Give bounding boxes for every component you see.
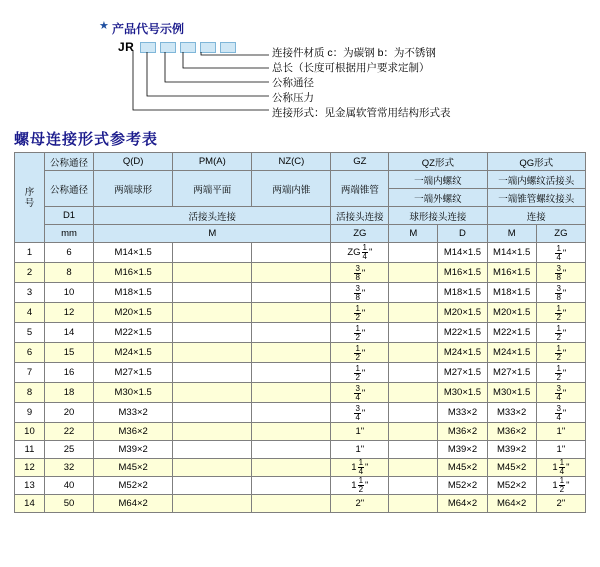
header-group-code-2: NZ(C) <box>252 153 331 171</box>
header-group-sub-3: 活接头连接 <box>331 207 389 225</box>
cell-pm <box>173 243 252 263</box>
cell-pm <box>173 441 252 459</box>
cell-gz: 2" <box>331 495 389 513</box>
table-row <box>15 477 586 495</box>
cell-dn: 16 <box>44 363 93 383</box>
cell-pm <box>173 263 252 283</box>
cell-nz <box>252 323 331 343</box>
header-group-desc-4a: 一端内螺纹 <box>389 171 487 189</box>
cell-q: M22×1.5 <box>94 323 173 343</box>
cell-q: M64×2 <box>94 495 173 513</box>
cell-dn: 22 <box>44 423 93 441</box>
cell-qg-zg: $\frac{1}{2}$ " <box>536 363 585 383</box>
cell-qz-m <box>389 323 438 343</box>
cell-seq: 8 <box>15 383 45 403</box>
header-group-desc-1: 两端平面 <box>173 171 252 207</box>
cell-qg-zg: $\frac{3}{8}$ " <box>536 263 585 283</box>
cell-qg-m: M18×1.5 <box>487 283 536 303</box>
cell-gz: $\frac{1}{2}$ " <box>331 303 389 323</box>
legend-item-length: 总长（长度可根据用户要求定制） <box>272 62 430 74</box>
cell-seq: 3 <box>15 283 45 303</box>
cell-qz-d: M36×2 <box>438 423 487 441</box>
cell-q: M18×1.5 <box>94 283 173 303</box>
cell-nz <box>252 477 331 495</box>
header-dn-label: 公称通径 <box>44 153 93 171</box>
cell-gz: $\frac{1}{2}$ " <box>331 343 389 363</box>
cell-qz-m <box>389 283 438 303</box>
cell-qz-m <box>389 477 438 495</box>
table-row <box>15 495 586 513</box>
cell-pm <box>173 323 252 343</box>
cell-qg-m: M16×1.5 <box>487 263 536 283</box>
header-dn-rowspan: 公称通径 <box>44 171 93 207</box>
cell-qg-zg: $\frac{1}{2}$ " <box>536 323 585 343</box>
header-unit-4a: M <box>389 225 438 243</box>
cell-qz-m <box>389 403 438 423</box>
cell-nz <box>252 343 331 363</box>
product-code-diagram <box>0 0 600 128</box>
header-unit-3: ZG <box>331 225 389 243</box>
cell-qg-m: M52×2 <box>487 477 536 495</box>
cell-qz-d: M22×1.5 <box>438 323 487 343</box>
cell-qg-m: M45×2 <box>487 459 536 477</box>
cell-gz: 1 $\frac{1}{4}$ " <box>331 459 389 477</box>
header-group-code-0: Q(D) <box>94 153 173 171</box>
cell-gz: $\frac{3}{4}$ " <box>331 403 389 423</box>
cell-pm <box>173 459 252 477</box>
cell-seq: 5 <box>15 323 45 343</box>
cell-dn: 40 <box>44 477 93 495</box>
table-row <box>15 303 586 323</box>
cell-seq: 13 <box>15 477 45 495</box>
cell-qg-zg: $\frac{1}{2}$ " <box>536 343 585 363</box>
cell-pm <box>173 303 252 323</box>
cell-pm <box>173 383 252 403</box>
legend-item-nominal-pressure: 公称压力 <box>272 92 314 104</box>
cell-seq: 6 <box>15 343 45 363</box>
cell-qz-d: M64×2 <box>438 495 487 513</box>
header-group-sub-4: 球形接头连接 <box>389 207 487 225</box>
table-row <box>15 459 586 477</box>
cell-q: M16×1.5 <box>94 263 173 283</box>
cell-qg-zg: $\frac{3}{4}$ " <box>536 383 585 403</box>
cell-seq: 1 <box>15 243 45 263</box>
cell-gz: 1 $\frac{1}{2}$ " <box>331 477 389 495</box>
cell-qg-zg: $\frac{3}{8}$ " <box>536 283 585 303</box>
header-seq: 序 号 <box>15 153 45 243</box>
cell-qz-d: M33×2 <box>438 403 487 423</box>
cell-gz: 1" <box>331 441 389 459</box>
cell-qz-d: M16×1.5 <box>438 263 487 283</box>
diagram-title: 产品代号示例 <box>112 22 185 36</box>
table-row <box>15 403 586 423</box>
cell-nz <box>252 403 331 423</box>
legend-item-material: 连接件材质 c：为碳钢 b：为不锈钢 <box>272 47 436 59</box>
cell-seq: 11 <box>15 441 45 459</box>
cell-qz-d: M52×2 <box>438 477 487 495</box>
cell-seq: 12 <box>15 459 45 477</box>
cell-qg-zg: 1" <box>536 441 585 459</box>
cell-gz: $\frac{1}{2}$ " <box>331 363 389 383</box>
cell-q: M20×1.5 <box>94 303 173 323</box>
header-group-sub-5: 连接 <box>487 207 585 225</box>
cell-pm <box>173 477 252 495</box>
cell-qz-m <box>389 459 438 477</box>
table-row <box>15 283 586 303</box>
header-group-desc-0: 两端球形 <box>94 171 173 207</box>
cell-nz <box>252 459 331 477</box>
cell-qg-m: M27×1.5 <box>487 363 536 383</box>
header-unit-5a: M <box>487 225 536 243</box>
cell-qz-d: M27×1.5 <box>438 363 487 383</box>
cell-q: M24×1.5 <box>94 343 173 363</box>
cell-qz-m <box>389 441 438 459</box>
cell-gz: 1" <box>331 423 389 441</box>
cell-qz-m <box>389 343 438 363</box>
cell-qz-m <box>389 383 438 403</box>
header-dn-sub: D1 <box>44 207 93 225</box>
cell-dn: 14 <box>44 323 93 343</box>
cell-gz: $\frac{3}{4}$ " <box>331 383 389 403</box>
header-group-sub-0: 活接头连接 <box>94 207 331 225</box>
cell-qg-zg: 2" <box>536 495 585 513</box>
cell-nz <box>252 243 331 263</box>
cell-seq: 4 <box>15 303 45 323</box>
cell-qg-zg: 1 $\frac{1}{2}$ " <box>536 477 585 495</box>
header-unit-0: M <box>94 225 331 243</box>
cell-dn: 50 <box>44 495 93 513</box>
cell-pm <box>173 403 252 423</box>
cell-qz-d: M14×1.5 <box>438 243 487 263</box>
cell-nz <box>252 495 331 513</box>
header-group-code-4: QZ形式 <box>389 153 487 171</box>
cell-gz: $\frac{3}{8}$ " <box>331 263 389 283</box>
header-unit-4b: D <box>438 225 487 243</box>
header-group-desc-5b: 一端锥管螺纹接头 <box>487 189 585 207</box>
header-group-desc-2: 两端内锥 <box>252 171 331 207</box>
header-unit-5b: ZG <box>536 225 585 243</box>
cell-q: M30×1.5 <box>94 383 173 403</box>
table-row <box>15 441 586 459</box>
legend-item-nominal-diameter: 公称通径 <box>272 77 314 89</box>
cell-seq: 9 <box>15 403 45 423</box>
cell-nz <box>252 441 331 459</box>
cell-dn: 25 <box>44 441 93 459</box>
cell-qz-d: M18×1.5 <box>438 283 487 303</box>
cell-pm <box>173 343 252 363</box>
cell-gz: $\frac{3}{8}$ " <box>331 283 389 303</box>
cell-pm <box>173 423 252 441</box>
cell-qg-zg: $\frac{3}{4}$ " <box>536 403 585 423</box>
cell-seq: 7 <box>15 363 45 383</box>
cell-qz-m <box>389 495 438 513</box>
nut-connection-table <box>14 152 586 513</box>
table-body <box>15 243 586 513</box>
table-row <box>15 363 586 383</box>
header-group-desc-3: 两端锥管 <box>331 171 389 207</box>
cell-qz-d: M20×1.5 <box>438 303 487 323</box>
cell-nz <box>252 363 331 383</box>
cell-qg-zg: 1 $\frac{1}{4}$ " <box>536 459 585 477</box>
cell-dn: 20 <box>44 403 93 423</box>
table-row <box>15 343 586 363</box>
star-icon: ★ <box>99 20 109 32</box>
header-dn-unit: mm <box>44 225 93 243</box>
cell-pm <box>173 495 252 513</box>
cell-seq: 10 <box>15 423 45 441</box>
cell-q: M33×2 <box>94 403 173 423</box>
table-row <box>15 263 586 283</box>
cell-nz <box>252 263 331 283</box>
cell-q: M52×2 <box>94 477 173 495</box>
cell-qz-d: M39×2 <box>438 441 487 459</box>
code-prefix: JR <box>118 40 135 54</box>
cell-q: M14×1.5 <box>94 243 173 263</box>
cell-q: M36×2 <box>94 423 173 441</box>
cell-seq: 14 <box>15 495 45 513</box>
cell-qg-m: M39×2 <box>487 441 536 459</box>
cell-qz-m <box>389 423 438 441</box>
cell-qz-m <box>389 303 438 323</box>
header-group-desc-4b: 一端外螺纹 <box>389 189 487 207</box>
cell-qg-m: M30×1.5 <box>487 383 536 403</box>
table-row <box>15 243 586 263</box>
cell-seq: 2 <box>15 263 45 283</box>
table-row <box>15 383 586 403</box>
cell-qz-d: M45×2 <box>438 459 487 477</box>
cell-dn: 10 <box>44 283 93 303</box>
cell-gz: $\frac{1}{2}$ " <box>331 323 389 343</box>
cell-dn: 18 <box>44 383 93 403</box>
cell-qg-m: M20×1.5 <box>487 303 536 323</box>
header-group-code-5: QG形式 <box>487 153 585 171</box>
legend-item-connection-form: 连接形式：见金属软管常用结构形式表 <box>272 107 451 119</box>
cell-nz <box>252 383 331 403</box>
cell-dn: 12 <box>44 303 93 323</box>
cell-dn: 15 <box>44 343 93 363</box>
table-row <box>15 323 586 343</box>
cell-qz-m <box>389 243 438 263</box>
cell-pm <box>173 283 252 303</box>
cell-qg-zg: 1" <box>536 423 585 441</box>
header-group-code-3: GZ <box>331 153 389 171</box>
cell-pm <box>173 363 252 383</box>
cell-qz-m <box>389 363 438 383</box>
cell-qg-m: M33×2 <box>487 403 536 423</box>
cell-qz-m <box>389 263 438 283</box>
cell-qg-m: M24×1.5 <box>487 343 536 363</box>
cell-qg-zg: $\frac{1}{4}$ " <box>536 243 585 263</box>
cell-dn: 32 <box>44 459 93 477</box>
cell-nz <box>252 423 331 441</box>
cell-q: M27×1.5 <box>94 363 173 383</box>
table-row <box>15 423 586 441</box>
cell-qz-d: M24×1.5 <box>438 343 487 363</box>
cell-nz <box>252 303 331 323</box>
cell-qg-m: M22×1.5 <box>487 323 536 343</box>
cell-q: M39×2 <box>94 441 173 459</box>
diagram-legend <box>272 46 451 121</box>
cell-nz <box>252 283 331 303</box>
cell-qg-m: M36×2 <box>487 423 536 441</box>
cell-qg-m: M14×1.5 <box>487 243 536 263</box>
header-group-code-1: PM(A) <box>173 153 252 171</box>
cell-dn: 8 <box>44 263 93 283</box>
cell-dn: 6 <box>44 243 93 263</box>
section-title: 螺母连接形式参考表 <box>14 131 159 148</box>
cell-qg-m: M64×2 <box>487 495 536 513</box>
nut-connection-table-wrap <box>14 152 586 513</box>
cell-qz-d: M30×1.5 <box>438 383 487 403</box>
cell-qg-zg: $\frac{1}{2}$ " <box>536 303 585 323</box>
cell-q: M45×2 <box>94 459 173 477</box>
cell-gz: ZG $\frac{1}{4}$ " <box>331 243 389 263</box>
header-group-desc-5a: 一端内螺纹活接头 <box>487 171 585 189</box>
